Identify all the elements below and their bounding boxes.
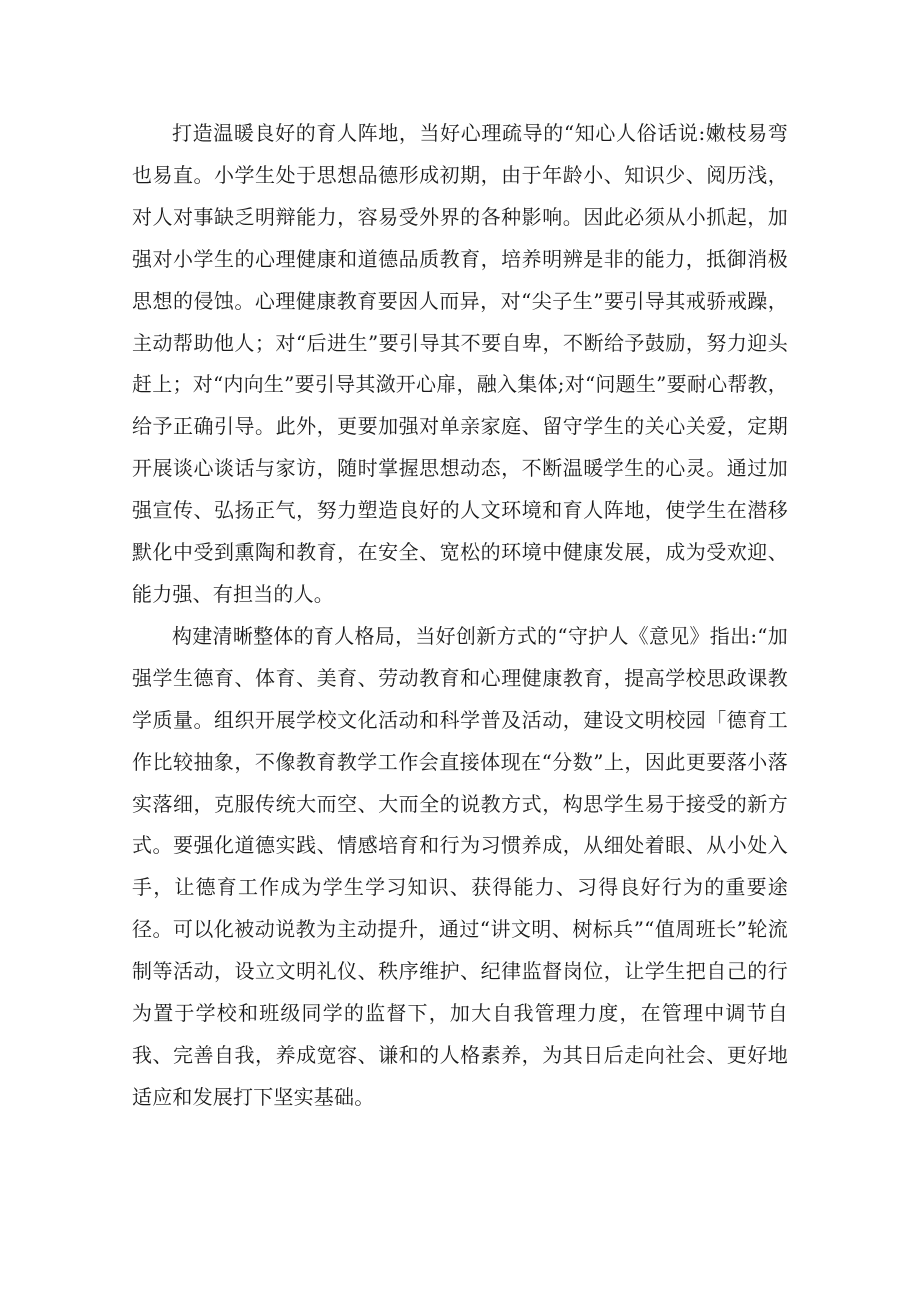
- paragraph-1: 打造温暖良好的育人阵地，当好心理疏导的“知心人俗话说:嫩枝易弯也易直。小学生处于思想品德形成初期，由于年龄小、知识少、阅历浅，对人对事缺乏明辩能力，容易受外界的各种影响。因此必须从小抓起，加强对小学生的心理健康和道德品质教育，培养明辨是非的能力，抵御消极思想的侵蚀。心理健康教育要因人而异，对“尖子生”要引导其戒骄戒躁，主动帮助他人；对“后进生”要引导其不要自卑，不断给予鼓励，努力迎头赶上；对“内向生”要引导其潋开心扉，融入集体;对“问题生”要耐心帮教，给予正确引导。此外，更要加强对单亲家庭、留守学生的关心关爱，定期开展谈心谈话与家访，随时掌握思想动态，不断温暖学生的心灵。通过加强宣传、弘扬正气，努力塑造良好的人文环境和育人阵地，使学生在潜移默化中受到熏陶和教育，在安全、宽松的环境中健康发展，成为受欢迎、能力强、有担当的人。: [132, 121, 788, 606]
- document-body: [132, 113, 788, 1119]
- paragraph-2: 构建清晰整体的育人格局，当好创新方式的“守护人《意见》指出:“加强学生德育、体育、美育、劳动教育和心理健康教育，提高学校思政课教学质量。组织开展学校文化活动和科学普及活动，建设文明校园「德育工作比较抽象，不像教育教学工作会直接体现在“分数”上，因此更要落小落实落细，克服传统大而空、大而全的说教方式，构思学生易于接受的新方式。要强化道德实践、情感培育和行为习惯养成，从细处着眼、从小处入手，让德育工作成为学生学习知识、获得能力、习得良好行为的重要途径。可以化被动说教为主动提升，通过“讲文明、树标兵”“值周班长”轮流制等活动，设立文明礼仪、秩序维护、纪律监督岗位，让学生把自己的行为置于学校和班级同学的监督下，加大自我管理力度，在管理中调节自我、完善自我，养成宽容、谦和的人格素养，为其日后走向社会、更好地适应和发展打下坚实基础。: [132, 623, 788, 1109]
